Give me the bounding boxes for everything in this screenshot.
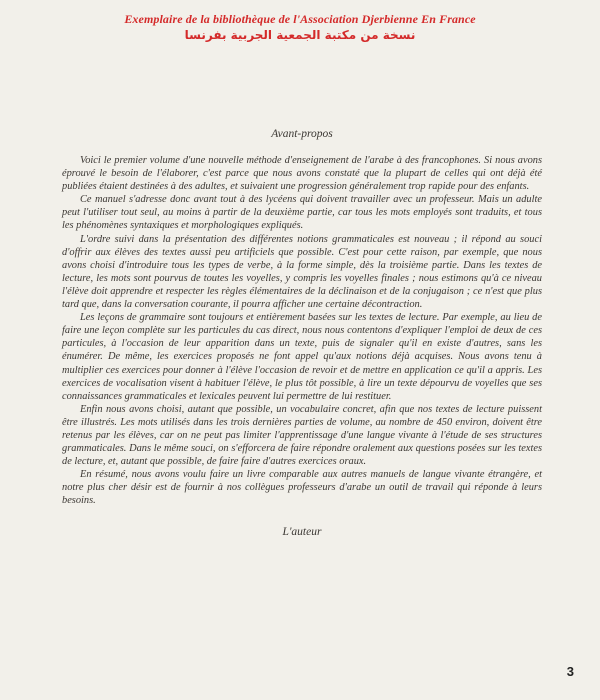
- paragraph: L'ordre suivi dans la présentation des différentes notions grammaticales est nouveau ; il répond au souci d'offrir aux élèves des textes aussi peu artificiels que possible. C'est pour cette raison, par exemple, que nous avons choisi d'introduire tous les types de verbe, à la forme simple, dès la troisième partie. Dans les textes de lecture, les mots sont pourvus de toutes les voyelles, y compris les voyelles finales ; nous estimons qu'à ce niveau l'élève doit apprendre et respecter les règles élémentaires de la déclinaison et de la conjugaison ; ce n'est que plus tard que, dans la conversation courante, il pourra afficher une certaine décontraction.: [62, 233, 542, 311]
- document-body: [62, 128, 542, 538]
- paragraph: En résumé, nous avons voulu faire un livre comparable aux autres manuels de langue vivante étrangère, et notre plus cher désir est de fournir à nos collègues professeurs d'arabe un outil de travail qui réponde à leurs besoins.: [62, 469, 542, 507]
- library-stamp: [0, 12, 600, 43]
- paragraph: Enfin nous avons choisi, autant que possible, un vocabulaire concret, afin que nos textes de lecture puissent être illustrés. Les mots utilisés dans les trois dernières parties de volume, au nombre de 450 environ, doivent être retenus par les élèves, car on ne peut pas limiter l'apprentissage d'une langue vivante à l'étude de ses structures grammaticales. Dans le même souci, on s'efforcera de faire répondre oralement aux questions posées sur les textes de lecture, et, autant que possible, de faire faire d'autres exercices oraux.: [62, 403, 542, 468]
- stamp-french-text: Exemplaire de la bibliothèque de l'Association Djerbienne En France: [124, 12, 476, 26]
- paragraph: Ce manuel s'adresse donc avant tout à des lycéens qui doivent travailler avec un professeur. Mais un adulte peut l'utiliser tout seul, au moins à partir de la deuxième partie, car tous les mots employés sont traduits, et tous les phénomènes syntaxiques et morphologiques expliqués.: [62, 194, 542, 232]
- paragraph: Les leçons de grammaire sont toujours et entièrement basées sur les textes de lecture. Par exemple, au lieu de faire une leçon complète sur les particules du cas direct, nous nous contentons d'expliquer l'emploi de deux de ces particules, à l'occasion de leur apparition dans un texte, puis de signaler qu'il en existe d'autres, sans les énumérer. De même, les exercices proposés ne font appel qu'aux notions déjà acquises. Nous avons tenu à multiplier ces exercices pour donner à l'élève l'occasion de revoir et de mettre en application ce qu'il a appris. Les exercices de vocalisation visent à habituer l'élève, le plus tôt possible, à lire un texte dépourvu de voyelles que ses connaissances grammaticales et lexicales peuvent lui permettre de lui restituer.: [62, 312, 542, 402]
- stamp-arabic-text: نسخة من مكتبة الجمعية الجربية بفرنسا: [184, 28, 416, 42]
- page-title: Avant-propos: [271, 128, 333, 140]
- page-number: 3: [566, 664, 574, 679]
- author-signature: L'auteur: [282, 525, 322, 538]
- paragraph: Voici le premier volume d'une nouvelle méthode d'enseignement de l'arabe à des francophones. Si nous avons éprouvé le besoin de l'élaborer, c'est parce que nous avons constaté que la plupart de celles qui ont déjà été publiées étaient destinées à des adultes, et suivaient une progression généralement trop rapide pour des enfants.: [62, 155, 542, 193]
